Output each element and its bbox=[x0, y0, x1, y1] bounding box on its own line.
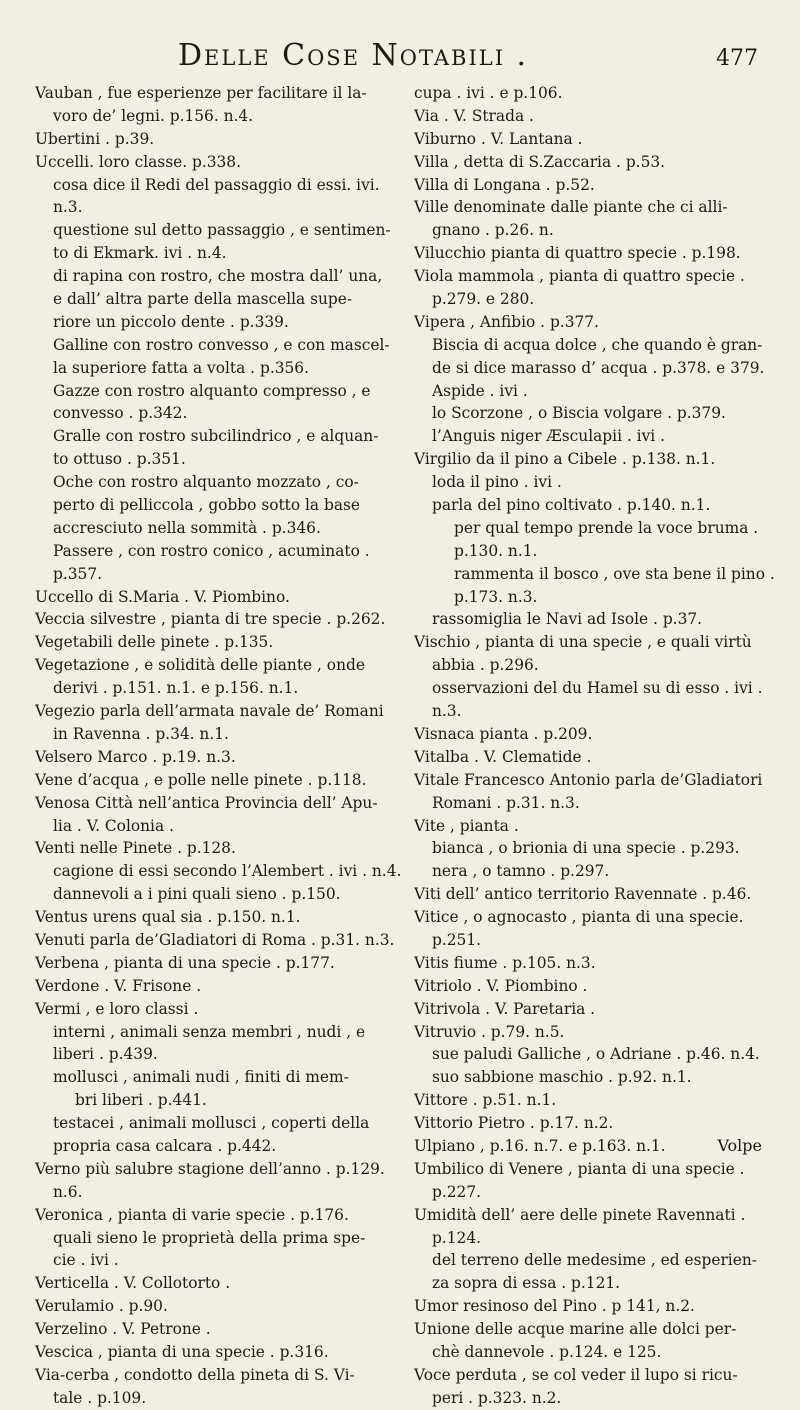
index-entry-line: Ubertini . p.39. bbox=[35, 129, 155, 148]
index-entry-line: Uccelli. loro classe. p.338. bbox=[35, 152, 241, 171]
index-entry-line: p.279. e 280. bbox=[432, 290, 535, 309]
index-entry-line: Vitrivola . V. Paretaria . bbox=[414, 999, 596, 1018]
index-entry-line: Virgilio da il pino a Cibele . p.138. n.1. bbox=[414, 450, 716, 469]
index-column-left bbox=[35, 82, 407, 1410]
index-entry-line: accresciuto nella sommità . p.346. bbox=[53, 518, 321, 537]
index-entry-line: chè dannevole . p.124. e 125. bbox=[432, 1342, 662, 1361]
index-entry-line: di rapina con rostro, che mostra dall’ una, bbox=[53, 267, 383, 286]
index-entry-line: Veronica , pianta di varie specie . p.176. bbox=[35, 1205, 349, 1224]
index-entry-line: parla del pino coltivato . p.140. n.1. bbox=[432, 496, 711, 515]
index-entry-line: osservazioni del du Hamel su di esso . ivi . bbox=[432, 679, 763, 698]
index-entry-line: p.124. bbox=[432, 1228, 482, 1247]
index-entry-line: Viburno . V. Lantana . bbox=[414, 129, 583, 148]
running-title: Delle Cose Notabili . bbox=[178, 38, 529, 73]
index-entry-line: testacei , animali mollusci , coperti della bbox=[53, 1114, 370, 1133]
index-entry-line: Villa , detta di S.Zaccaria . p.53. bbox=[414, 152, 666, 171]
index-entry-line: p.130. n.1. bbox=[454, 541, 538, 560]
index-entry-line: dannevoli a i pini quali sieno . p.150. bbox=[53, 885, 341, 904]
index-entry-line: Visnaca pianta . p.209. bbox=[414, 724, 593, 743]
index-entry-line: Venosa Città nell’antica Provincia dell’ Apu- bbox=[35, 793, 378, 812]
index-entry-line: cagione di essi secondo l’Alembert . ivi . n.4. bbox=[53, 862, 402, 881]
index-entry-line: abbia . p.296. bbox=[432, 656, 539, 675]
index-entry-line: in Ravenna . p.34. n.1. bbox=[53, 724, 229, 743]
index-entry-line: bri liberi . p.441. bbox=[75, 1091, 207, 1110]
index-entry-line: Via-cerba , condotto della pineta di S. Vi- bbox=[35, 1365, 355, 1384]
index-entry-line: Unione delle acque marine alle dolci per- bbox=[414, 1320, 737, 1339]
index-entry-line: Ulpiano , p.16. n.7. e p.163. n.1. bbox=[414, 1136, 666, 1155]
index-entry-line: p.251. bbox=[432, 930, 482, 949]
index-entry-line: voro de’ legni. p.156. n.4. bbox=[53, 106, 254, 125]
index-entry-line: quali sieno le proprietà della prima spe- bbox=[53, 1228, 366, 1247]
index-entry-line: gnano . p.26. n. bbox=[432, 221, 554, 240]
index-entry-line: n.3. bbox=[432, 702, 462, 721]
index-entry-line: Vilucchio pianta di quattro specie . p.198. bbox=[414, 244, 741, 263]
index-entry-line: perto di pelliccola , gobbo sotto la base bbox=[53, 496, 361, 515]
index-entry-line: mollusci , animali nudi , finiti di mem- bbox=[53, 1068, 349, 1087]
index-entry-line: rammenta il bosco , ove sta bene il pino . bbox=[454, 564, 775, 583]
index-entry-line: Viti dell’ antico territorio Ravennate . p.46. bbox=[414, 885, 752, 904]
index-entry-line: Umor resinoso del Pino . p 141, n.2. bbox=[414, 1297, 695, 1316]
index-entry-line: Via . V. Strada . bbox=[414, 106, 534, 125]
index-entry-line: loda il pino . ivi . bbox=[432, 473, 562, 492]
index-entry-line: bianca , o brionia di una specie . p.293. bbox=[432, 839, 740, 858]
index-entry-line: sue paludi Galliche , o Adriane . p.46. n.4. bbox=[432, 1045, 760, 1064]
index-entry-line: suo sabbione maschio . p.92. n.1. bbox=[432, 1068, 692, 1087]
index-entry-line: Venuti parla de’Gladiatori di Roma . p.31. n.3. bbox=[35, 930, 395, 949]
catchword: Volpe bbox=[717, 1136, 762, 1155]
index-entry-line: del terreno delle medesime , ed esperien- bbox=[432, 1251, 757, 1270]
index-entry-line: Vischio , pianta di una specie , e quali virtù bbox=[414, 633, 752, 652]
index-entry-line: Romani . p.31. n.3. bbox=[432, 793, 580, 812]
index-entry-line: Verticella . V. Collotorto . bbox=[35, 1274, 231, 1293]
index-entry-line: lo Scorzone , o Biscia volgare . p.379. bbox=[432, 404, 726, 423]
index-entry-line: Vitice , o agnocasto , pianta di una specie. bbox=[414, 908, 744, 927]
index-entry-line: p.227. bbox=[432, 1182, 482, 1201]
index-entry-line: Vauban , fue esperienze per facilitare il la- bbox=[35, 84, 367, 102]
index-entry-line: p.173. n.3. bbox=[454, 587, 538, 606]
index-entry-line: Veccia silvestre , pianta di tre specie . p.262. bbox=[35, 610, 386, 629]
index-entry-line: Vegetabili delle pinete . p.135. bbox=[35, 633, 274, 652]
index-entry-line: n.6. bbox=[53, 1182, 83, 1201]
index-entry-line: Vescica , pianta di una specie . p.316. bbox=[35, 1342, 329, 1361]
index-entry-line: convesso . p.342. bbox=[53, 404, 188, 423]
index-entry-line: cupa . ivi . e p.106. bbox=[414, 84, 563, 102]
index-entry-line: Galline con rostro convesso , e con mascel- bbox=[53, 335, 390, 354]
index-entry-line: Gralle con rostro subcilindrico , e alquan- bbox=[53, 427, 379, 446]
index-entry-line: Uccello di S.Maria . V. Piombino. bbox=[35, 587, 290, 606]
index-entry-line: cosa dice il Redi del passaggio di essi. ivi. bbox=[53, 175, 380, 194]
index-entry-line: Villa di Longana . p.52. bbox=[414, 175, 595, 194]
index-entry-line: derivi . p.151. n.1. e p.156. n.1. bbox=[53, 679, 299, 698]
index-entry-line: Vittorio Pietro . p.17. n.2. bbox=[414, 1114, 614, 1133]
index-entry-line: Vene d’acqua , e polle nelle pinete . p.118. bbox=[35, 770, 367, 789]
index-entry-line: Voce perduta , se col veder il lupo si ricu- bbox=[414, 1365, 738, 1384]
index-entry-line: Verulamio . p.90. bbox=[35, 1297, 168, 1316]
index-entry-line: propria casa calcara . p.442. bbox=[53, 1136, 277, 1155]
index-column-right bbox=[414, 82, 786, 1410]
index-entry-line: questione sul detto passaggio , e sentimen- bbox=[53, 221, 391, 240]
index-entry-line: Vegetazione , e solidità delle piante , onde bbox=[35, 656, 365, 675]
index-entry-line: Venti nelle Pinete . p.128. bbox=[35, 839, 236, 858]
index-entry-line: Verbena , pianta di una specie . p.177. bbox=[35, 953, 335, 972]
index-entry-line: riore un piccolo dente . p.339. bbox=[53, 312, 289, 331]
index-entry-line: Vitruvio . p.79. n.5. bbox=[414, 1022, 565, 1041]
index-entry-line: cie . ivi . bbox=[53, 1251, 119, 1270]
index-entry-line: to ottuso . p.351. bbox=[53, 450, 186, 469]
index-entry-line: lia . V. Colonia . bbox=[53, 816, 174, 835]
index-entry-line: p.357. bbox=[53, 564, 103, 583]
index-entry-line: per qual tempo prende la voce bruma . bbox=[454, 518, 759, 537]
index-entry-line: tale . p.109. bbox=[53, 1388, 147, 1407]
index-entry-line: Verdone . V. Frisone . bbox=[35, 976, 202, 995]
index-entry-line: Viola mammola , pianta di quattro specie . bbox=[414, 267, 745, 286]
index-entry-line: Vitriolo . V. Piombino . bbox=[414, 976, 588, 995]
page-number: 477 bbox=[716, 46, 758, 71]
index-entry-line: nera , o tamno . p.297. bbox=[432, 862, 610, 881]
index-entry-line: Vitale Francesco Antonio parla de’Gladiatori bbox=[414, 770, 763, 789]
index-entry-line: Ville denominate dalle piante che ci alli- bbox=[414, 198, 728, 217]
index-entry-line: Velsero Marco . p.19. n.3. bbox=[35, 747, 236, 766]
index-entry-line: Aspide . ivi . bbox=[432, 381, 528, 400]
index-entry-line: Umidità dell’ aere delle pinete Ravennati . bbox=[414, 1205, 746, 1224]
index-entry-line: to di Ekmark. ivi . n.4. bbox=[53, 244, 227, 263]
index-entry-line: liberi . p.439. bbox=[53, 1045, 158, 1064]
index-entry-line: Vitalba . V. Clematide . bbox=[414, 747, 592, 766]
index-entry-line: Vegezio parla dell’armata navale de’ Romani bbox=[35, 702, 384, 721]
index-entry-line: la superiore fatta a volta . p.356. bbox=[53, 358, 309, 377]
index-entry-line: Umbilico di Venere , pianta di una specie . bbox=[414, 1159, 745, 1178]
index-entry-line: l’Anguis niger Æsculapii . ivi . bbox=[432, 427, 665, 446]
index-entry-line: Vipera , Anfibio . p.377. bbox=[414, 312, 599, 331]
index-entry-line: Biscia di acqua dolce , che quando è gran- bbox=[432, 335, 763, 354]
index-entry-line: Vermi , e loro classi . bbox=[35, 999, 199, 1018]
page-header bbox=[0, 38, 800, 78]
index-entry-line: Vittore . p.51. n.1. bbox=[414, 1091, 557, 1110]
index-entry-line: Vitis fiume . p.105. n.3. bbox=[414, 953, 596, 972]
index-entry-line: Passere , con rostro conico , acuminato . bbox=[53, 541, 370, 560]
index-entry-line: Vite , pianta . bbox=[414, 816, 519, 835]
index-entry-line: Oche con rostro alquanto mozzato , co- bbox=[53, 473, 359, 492]
index-entry-line: interni , animali senza membri , nudi , e bbox=[53, 1022, 366, 1041]
index-entry-line: rassomiglia le Navi ad Isole . p.37. bbox=[432, 610, 703, 629]
index-entry-line: de si dice marasso d’ acqua . p.378. e 379. bbox=[432, 358, 765, 377]
index-entry-line: Gazze con rostro alquanto compresso , e bbox=[53, 381, 371, 400]
index-entry-line: e dall’ altra parte della mascella supe- bbox=[53, 290, 353, 309]
index-entry-line: Verzelino . V. Petrone . bbox=[35, 1320, 211, 1339]
index-entry-line: n.3. bbox=[53, 198, 83, 217]
index-entry-line: Ventus urens qual sia . p.150. n.1. bbox=[35, 908, 301, 927]
index-entry-line: peri . p.323. n.2. bbox=[432, 1388, 562, 1407]
index-entry-line: Verno più salubre stagione dell’anno . p.129. bbox=[35, 1159, 385, 1178]
index-entry-line: za sopra di essa . p.121. bbox=[432, 1274, 621, 1293]
